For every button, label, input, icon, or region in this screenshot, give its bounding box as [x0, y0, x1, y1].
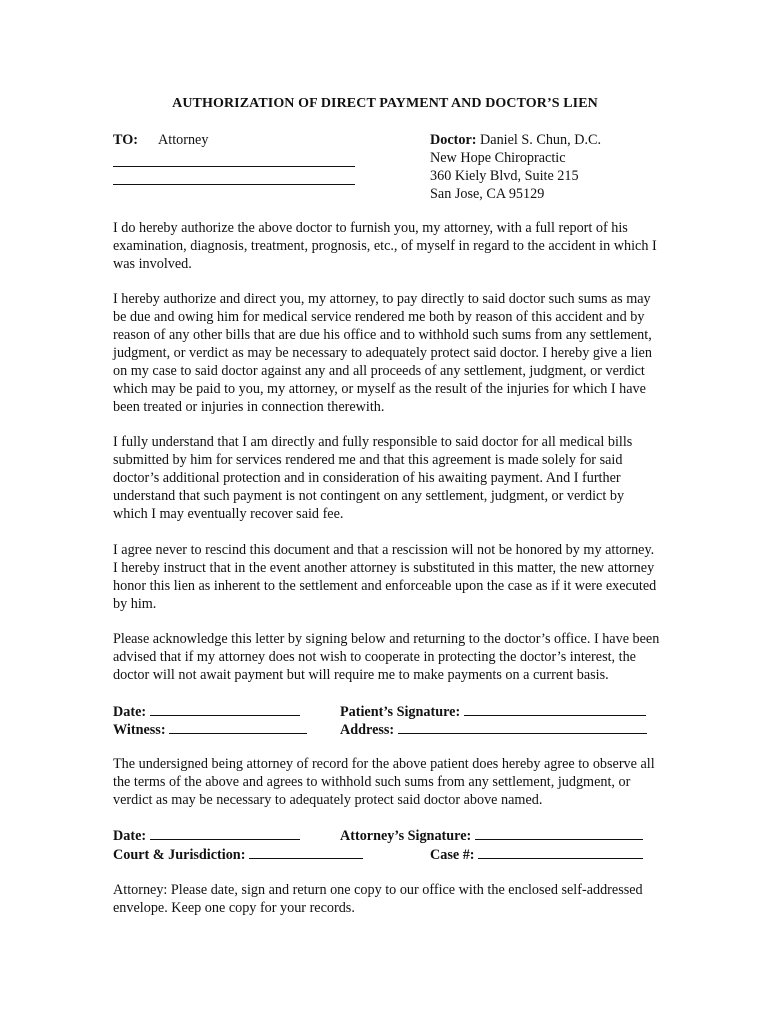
to-block [113, 131, 363, 185]
patient-signature-input[interactable] [464, 702, 646, 716]
attorney-date-label: Date: [113, 828, 147, 844]
patient-date-field [113, 702, 300, 721]
patient-date-input[interactable] [150, 702, 300, 716]
doctor-block [430, 131, 690, 203]
to-value: Attorney [158, 132, 209, 148]
doctor-label: Doctor: [430, 132, 477, 148]
paragraph-payment-direction: I hereby authorize and direct you, my attorney, to pay directly to said doctor such sums as may be due and owing him for medical service rendered me both by reason of this accident and by reason of any other bills that are due his office and to withhold such sums from any settlement, judgment, or verdict as may be necessary to adequately protect said doctor. I hereby give a lien on my case to said doctor against any and all proceeds of any settlement, judgment, or verdict which may be paid to you, my attorney, or myself as the result of the injuries for which I have been treated or injuries in connection therewith. [113, 291, 652, 415]
court-field [113, 845, 363, 864]
court-label: Court & Jurisdiction: [113, 847, 246, 863]
attorney-row-1 [113, 826, 673, 844]
doctor-line [430, 131, 690, 149]
patient-row-1 [113, 702, 673, 720]
patient-date-label: Date: [113, 704, 147, 720]
footer-note: Attorney: Please date, sign and return one copy to our office with the enclosed self-addressed envelope. Keep one copy for your records. [113, 882, 643, 916]
attorney-date-input[interactable] [150, 826, 300, 840]
doctor-street: 360 Kiely Blvd, Suite 215 [430, 168, 579, 184]
witness-field [113, 720, 307, 739]
attorney-signature-input[interactable] [475, 826, 643, 840]
case-number-field [430, 845, 643, 864]
doctor-practice: New Hope Chiropractic [430, 150, 566, 166]
paragraph-attorney-agreement: The undersigned being attorney of record for the above patient does hereby agree to observe all the terms of the above and agrees to withhold such sums from any settlement, judgment, or verdict as may be necessary to adequately protect said doctor above named. [113, 756, 655, 808]
case-number-label: Case #: [430, 847, 475, 863]
court-input[interactable] [249, 845, 363, 859]
patient-row-2 [113, 720, 673, 738]
attorney-address-blank[interactable] [113, 167, 355, 185]
doctor-city: San Jose, CA 95129 [430, 186, 545, 202]
doctor-name: Daniel S. Chun, D.C. [480, 132, 602, 148]
address-label: Address: [340, 722, 395, 738]
attorney-signature-label: Attorney’s Signature: [340, 828, 472, 844]
attorney-row-2 [113, 845, 673, 863]
paragraph-acknowledge: Please acknowledge this letter by signing below and returning to the doctor’s office. I have been advised that if my attorney does not wish to cooperate in protecting the doctor’s interest, the doctor will not await payment but will require me to make payments on a current basis. [113, 631, 660, 683]
attorney-name-blank[interactable] [113, 149, 355, 167]
paragraph-report-authorization: I do hereby authorize the above doctor to furnish you, my attorney, with a full report of his examination, diagnosis, treatment, prognosis, etc., of myself in regard to the accident in which I was involved. [113, 220, 657, 272]
address-field [340, 720, 647, 739]
attorney-signature-field [340, 826, 643, 845]
paragraph-no-rescind: I agree never to rescind this document and that a rescission will not be honored by my attorney. I hereby instruct that in the event another attorney is substituted in this matter, the new attorney honor this lien as inherent to the settlement and enforceable upon the case as if it were executed by him. [113, 542, 657, 612]
witness-input[interactable] [169, 720, 307, 734]
document-title: AUTHORIZATION OF DIRECT PAYMENT AND DOCTOR’S LIEN [172, 96, 598, 111]
patient-signature-label: Patient’s Signature: [340, 704, 461, 720]
address-input[interactable] [398, 720, 647, 734]
paragraph-responsibility: I fully understand that I am directly and fully responsible to said doctor for all medical bills submitted by him for services rendered me and that this agreement is made solely for said doctor’s additional protection and in consideration of his awaiting payment. And I further understand that such payment is not contingent on any settlement, judgment, or verdict by which I may eventually recover said fee. [113, 434, 633, 522]
attorney-date-field [113, 826, 300, 845]
witness-label: Witness: [113, 722, 166, 738]
to-label: TO: [113, 132, 138, 148]
to-line [113, 131, 363, 149]
patient-signature-field [340, 702, 646, 721]
case-number-input[interactable] [478, 845, 643, 859]
